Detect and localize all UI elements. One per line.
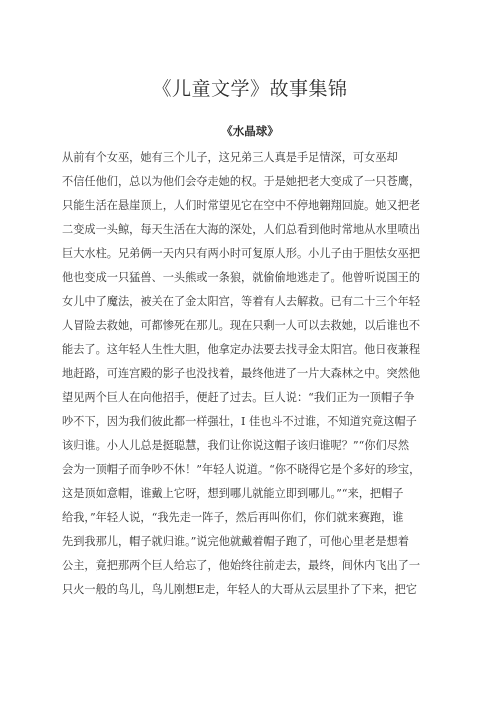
body-line: 巨大水柱。兄弟俩一天内只有两小时可复原人形。小儿子由于胆怯女巫把 xyxy=(62,247,421,260)
story-body xyxy=(62,146,442,602)
body-line: 二变成一头鲸，每天生活在大海的深处，人们总看到他时常地从水里喷出 xyxy=(62,223,421,236)
body-line: 从前有个女巫，她有三个儿子，这兄弟三人真是手足情深，可女巫却 xyxy=(62,151,398,164)
body-line: 公主，竟把那两个巨人给忘了，他始终往前走去，最终，间休内飞出了一 xyxy=(62,559,421,572)
body-line: 只能生活在悬崖顶上，人们时常望见它在空中不停地翱翔回旋。她又把老 xyxy=(62,199,421,212)
body-line: 吵不下，因为我们彼此都一样强壮，I 佳也斗不过谁，不知道究竟这帽子 xyxy=(62,415,417,428)
body-line: 他也变成一只猛兽、一头熊或一条狼，就偷偷地逃走了。他曾听说国王的 xyxy=(62,271,421,284)
body-line: 女儿中了魔法，被关在了金太阳宫，等着有人去解救。已有二十三个年轻 xyxy=(62,295,421,308)
body-line: 不信任他们，总以为他们会夺走她的权。于是她把老大变成了一只苍鹰， xyxy=(62,175,421,188)
body-line: 该归谁。小人儿总是挺聪慧，我们让你说这帽子该归谁呢？”“你们尽然 xyxy=(62,439,410,452)
body-line: 只火一般的鸟儿，鸟儿刚想E走，年轻人的大哥从云层里扑了下来，把它 xyxy=(62,583,417,596)
body-line: 先到我那儿，帽子就归谁。”说完他就戴着帽子跑了，可他心里老是想着 xyxy=(62,535,409,548)
story-title: 《水晶球》 xyxy=(221,124,279,138)
body-line: 人冒险去救她，可都惨死在那儿。现在只剩一人可以去救她，以后谁也不 xyxy=(62,319,421,332)
body-line: 给我，”年轻人说，“我先走一阵子，然后再叫你们，你们就来赛跑，谁 xyxy=(62,511,404,524)
body-line: 地赶路，可连宫殿的影子也没找着，最终他进了一片大森林之中。突然他 xyxy=(62,367,421,380)
document-title: 《儿童文学》故事集锦 xyxy=(152,78,348,100)
body-line: 望见两个巨人在向他招手，便赶了过去。巨人说：“我们正为一顶帽子争 xyxy=(62,391,415,404)
body-line: 会为一顶帽子而争吵不休！”年轻人说道。“你不晓得它是个多好的珍宝， xyxy=(62,463,421,476)
body-line: 这是顶如意帽，谁戴上它呀，想到哪儿就能立即到哪儿。”“来，把帽子 xyxy=(62,487,404,500)
body-line: 能去了。这年轻人生性大胆，他拿定办法要去找寻金太阳宫。他日夜兼程 xyxy=(62,343,421,356)
